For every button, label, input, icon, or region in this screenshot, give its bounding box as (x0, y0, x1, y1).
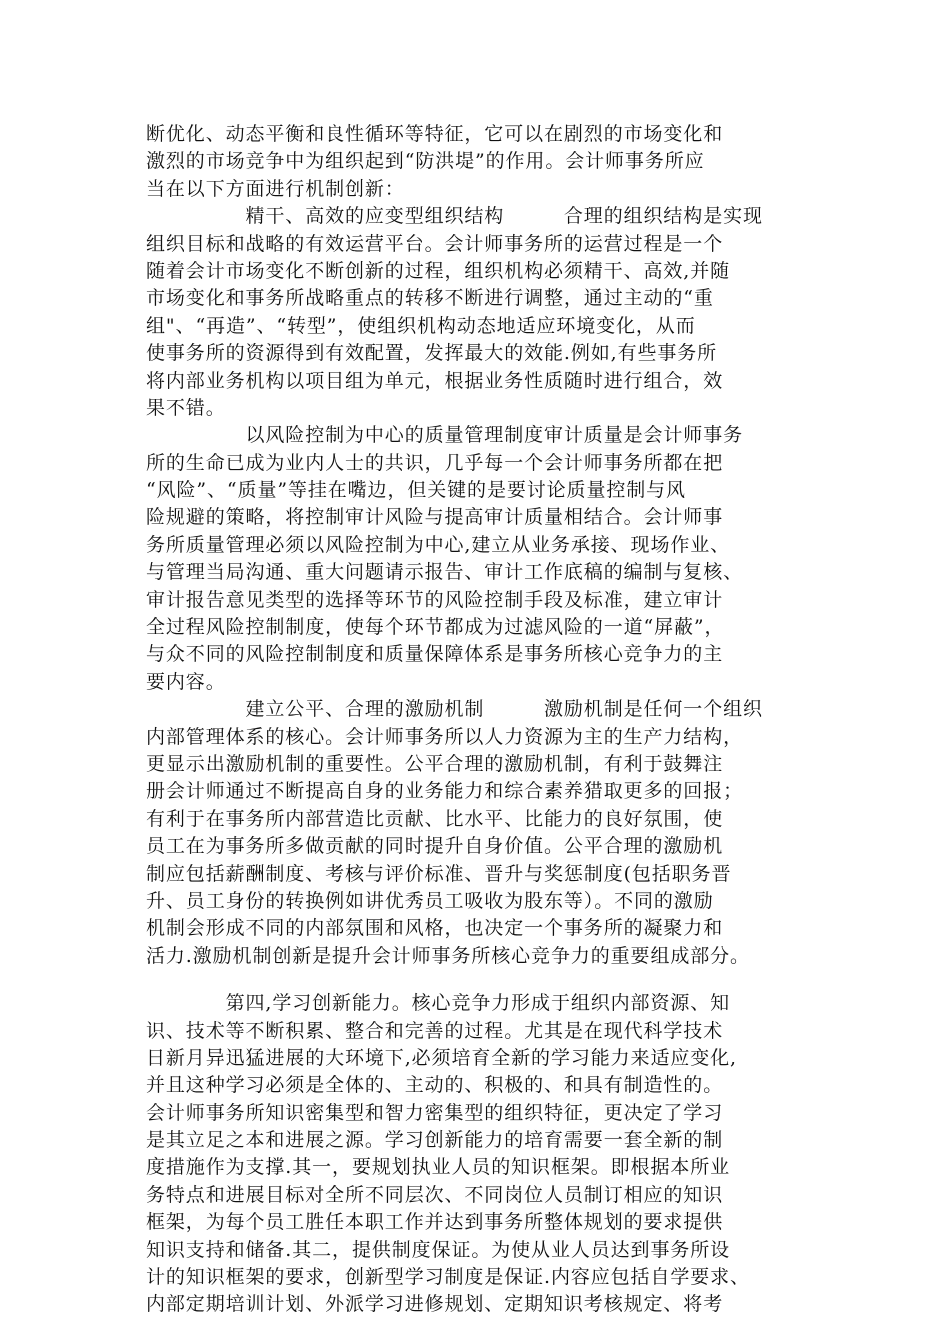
text-line: 要内容。 (146, 670, 226, 693)
text-line: 员工在为事务所多做贡献的同时提升自身价值。公平合理的激励机 (146, 835, 724, 858)
paragraph-learning (146, 990, 822, 1319)
text-line: 活力.激励机制创新是提升会计师事务所核心竞争力的重要组成部分。 (146, 944, 750, 967)
text-line: 机制会形成不同的内部氛围和风格，也决定一个事务所的凝聚力和 (146, 917, 724, 940)
text-line: 随着会计市场变化不断创新的过程，组织机构必须精干、高效,并随 (146, 259, 731, 282)
text-line: 识、技术等不断积累、整合和完善的过程。尤其是在现代科学技术 (146, 1019, 724, 1042)
text-line: 精干、高效的应变型组织结构 合理的组织结构是实现 (146, 205, 763, 228)
text-line: 建立公平、合理的激励机制 激励机制是任何一个组织 (146, 698, 763, 721)
text-line: 日新月异迅猛进展的大环境下,必须培育全新的学习能力来适应变化, (146, 1046, 737, 1069)
text-line: 计的知识框架的要求，创新型学习制度是保证.内容应包括自学要求、 (146, 1266, 750, 1289)
text-line: 度措施作为支撑.其一，要规划执业人员的知识框架。即根据本所业 (146, 1156, 731, 1179)
text-line: 升、员工身份的转换例如讲优秀员工吸收为股东等）。不同的激励 (146, 889, 714, 912)
text-line: 册会计师通过不断提高自身的业务能力和综合素养猎取更多的回报； (146, 780, 744, 803)
text-line: 内部定期培训计划、外派学习进修规划、定期知识考核规定、将考 (146, 1293, 724, 1316)
text-line: 是其立足之本和进展之源。学习创新能力的培育需要一套全新的制 (146, 1129, 724, 1152)
text-line: 审计报告意见类型的选择等环节的风险控制手段及标准，建立审计 (146, 588, 724, 611)
paragraph-incentive (146, 696, 822, 970)
text-line: 组织目标和战略的有效运营平台。会计师事务所的运营过程是一个 (146, 232, 724, 255)
text-line: 更显示出激励机制的重要性。公平合理的激励机制，有利于鼓舞注 (146, 752, 724, 775)
text-line: 有利于在事务所内部营造比贡献、比水平、比能力的良好氛围，使 (146, 807, 724, 830)
text-line: 务特点和进展目标对全所不同层次、不同岗位人员制订相应的知识 (146, 1183, 724, 1206)
text-line: 市场变化和事务所战略重点的转移不断进行调整，通过主动的“重 (146, 287, 714, 310)
text-line: 果不错。 (146, 396, 226, 419)
text-line: 将内部业务机构以项目组为单元，根据业务性质随时进行组合，效 (146, 369, 724, 392)
text-line: 与管理当局沟通、重大问题请示报告、审计工作底稿的编制与复核、 (146, 561, 744, 584)
text-line: 以风险控制为中心的质量管理制度审计质量是会计师事务 (146, 424, 744, 447)
text-line: 会计师事务所知识密集型和智力密集型的组织特征，更决定了学习 (146, 1101, 724, 1124)
text-line: 断优化、动态平衡和良性循环等特征，它可以在剧烈的市场变化和 (146, 123, 724, 145)
text-line: 组"、“再造”、“转型”，使组织机构动态地适应环境变化，从而 (146, 314, 696, 337)
document-body (146, 121, 822, 1319)
text-line: 使事务所的资源得到有效配置，发挥最大的效能.例如,有些事务所 (146, 342, 718, 365)
text-line: 知识支持和储备.其二，提供制度保证。为使从业人员达到事务所设 (146, 1238, 731, 1261)
text-line: 与众不同的风险控制制度和质量保障体系是事务所核心竞争力的主 (146, 643, 724, 666)
text-line: 当在以下方面进行机制创新： (146, 177, 405, 200)
text-line: 框架，为每个员工胜任本职工作并达到事务所整体规划的要求提供 (146, 1211, 724, 1234)
text-line: 全过程风险控制制度，使每个环节都成为过滤风险的一道“屏蔽”， (146, 616, 725, 639)
text-line: 激烈的市场竞争中为组织起到“防洪堤”的作用。会计师事务所应 (146, 150, 705, 173)
paragraph-org-structure (146, 203, 822, 422)
text-line: 第四,学习创新能力。核心竞争力形成于组织内部资源、知 (146, 992, 731, 1015)
text-line: 内部管理体系的核心。会计师事务所以人力资源为主的生产力结构， (146, 725, 744, 748)
paragraph-intro-continued (146, 121, 822, 203)
paragraph-spacer (146, 970, 822, 990)
text-line: “风险”、“质量”等挂在嘴边，但关键的是要讨论质量控制与风 (146, 479, 686, 502)
text-line: 制应包括薪酬制度、考核与评价标准、晋升与奖惩制度(包括职务晋 (146, 862, 732, 885)
text-line: 所的生命已成为业内人士的共识，几乎每一个会计师事务所都在把 (146, 451, 724, 474)
text-line: 险规避的策略，将控制审计风险与提高审计质量相结合。会计师事 (146, 506, 724, 529)
text-line: 并且这种学习必须是全体的、主动的、积极的、和具有制造性的。 (146, 1074, 724, 1097)
text-line: 务所质量管理必须以风险控制为中心,建立从业务承接、现场作业、 (146, 533, 731, 556)
paragraph-risk-control (146, 422, 822, 696)
